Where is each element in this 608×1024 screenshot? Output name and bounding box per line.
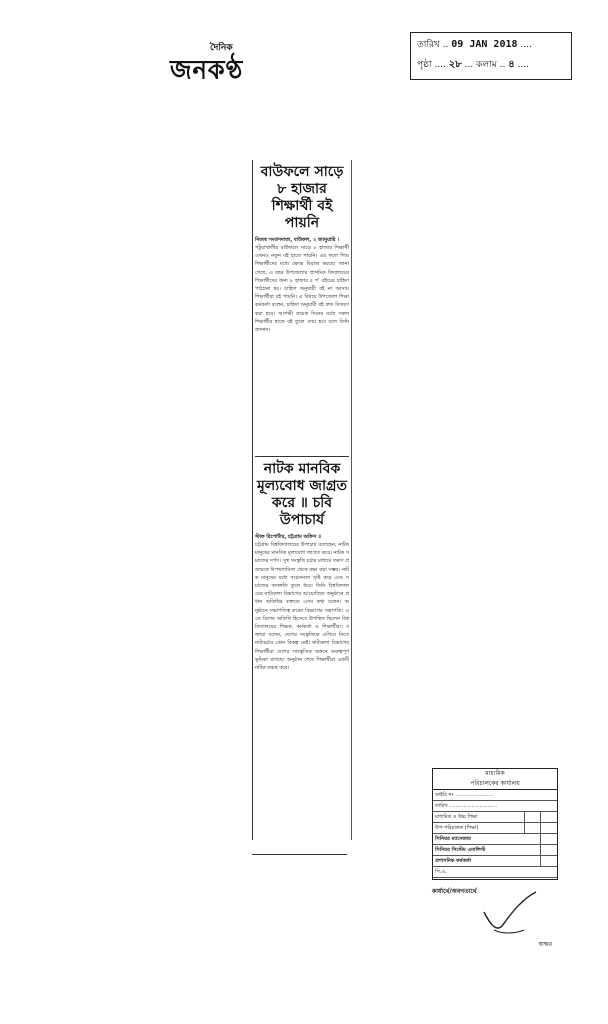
date-label: তারিখ bbox=[417, 40, 440, 50]
archive-stamp-title bbox=[433, 769, 557, 790]
column-label: কলাম bbox=[476, 60, 497, 70]
article-1-body: পটুয়াখালীর বাউফলে সাড়ে ৮ হাজার শিক্ষার্থী এখনও নতুন বই হাতে পায়নি। এর ফলে শিশু শিক্ষার্থীদের মধ্যে ক্ষোভ বিরাজ করছে। জানা গেছে, এ বছর উপজেলার প্রাথমিক বিদ্যালয়ের শিক্ষার্থীদের জন্য ৮ হাজার ৫ শ’ বইয়ের চাহিদা পাঠানো হয়। চাহিদা অনুযায়ী বই না আসায় শিক্ষার্থীরা বই পায়নি। এ বিষয়ে উপজেলা শিক্ষা কর্মকর্তা বলেন, চাহিদা অনুযায়ী বই দ্রুত বিতরণ করা হবে। আগামী কয়েক দিনের মধ্যে সকল শিক্ষার্থীর হাতে বই তুলে দেয়া হবে বলে তিনি জানান। bbox=[255, 245, 349, 334]
stamp-cell bbox=[540, 856, 557, 866]
clipping-bottom-rule bbox=[252, 854, 347, 855]
masthead-subtitle: দৈনিক bbox=[210, 43, 233, 53]
stamp-line bbox=[433, 823, 557, 834]
stamp-cell bbox=[540, 845, 557, 855]
date-value: 09 JAN 2018 bbox=[451, 39, 518, 50]
stamp-line bbox=[433, 834, 557, 845]
stamp-cell bbox=[540, 812, 557, 822]
stamp-line-text: সিনিয়র সিস্টেম এনালিস্ট bbox=[435, 847, 486, 853]
newspaper-clipping bbox=[252, 160, 352, 840]
date-row: তারিখ .. 09 JAN 2018 .... bbox=[417, 39, 532, 50]
stamp-line-text: সিনিয়র ম্যানেজার bbox=[435, 836, 471, 842]
signature-mark-icon bbox=[480, 890, 540, 940]
column-value: ৪ bbox=[508, 59, 515, 70]
article-2-body: চট্টগ্রাম বিশ্ববিদ্যালয়ের উপাচার্য বলেছেন, নাটক মানুষের মানবিক মূল্যবোধ জাগ্রত করে। নাটক সমাজের দর্পণ। সুস্থ সংস্কৃতি চর্চার মাধ্যমে তরুণ প্রজন্মকে বিপথগামিতা থেকে রক্ষা করা সম্ভব। নাটক মানুষের মধ্যে সচেতনতা সৃষ্টি করে এবং সমাজের অসঙ্গতি তুলে ধরে। তিনি বিশ্ববিদ্যালয়ের নাট্যকলা বিভাগের আয়োজিত অনুষ্ঠানে প্রধান অতিথির বক্তব্যে এসব কথা বলেন। অনুষ্ঠানে সভাপতিত্ব করেন বিভাগের সভাপতি। এতে বিশেষ অতিথি হিসেবে উপস্থিত ছিলেন বিশ্ববিদ্যালয়ের শিক্ষক, কর্মকর্তা ও শিক্ষার্থীরা। বক্তারা বলেন, দেশের সংস্কৃতিকে এগিয়ে নিতে নাট্যচর্চার কোন বিকল্প নেই। নাট্যকলা বিভাগের শিক্ষার্থীরা দেশের সাংস্কৃতিক অঙ্গনে গুরুত্বপূর্ণ ভূমিকা রাখছে। অনুষ্ঠান শেষে শিক্ষার্থীরা একটি নাটক মঞ্চস্থ করে। bbox=[255, 542, 349, 672]
article-2-headline: নাটক মানবিক মূল্যবোধ জাগ্রত করে ॥ চবি উপাচার্য bbox=[256, 461, 348, 528]
masthead-name: জনকণ্ঠ bbox=[170, 54, 244, 86]
stamp-line-text: উপ-পরিচালক (শিক্ষা) bbox=[435, 825, 479, 831]
newspaper-masthead bbox=[170, 40, 280, 90]
stamp-title-line-2: পরিচালকের কার্যালয় bbox=[470, 780, 520, 787]
stamp-line bbox=[433, 856, 557, 867]
stamp-line: ডাইরি নং ........................ bbox=[433, 790, 557, 801]
page-label: পৃষ্ঠা bbox=[417, 60, 432, 70]
article-2-byline: স্টাফ রিপোর্টার, চট্টগ্রাম অফিস ॥ bbox=[255, 534, 321, 540]
stamp-line bbox=[433, 845, 557, 856]
article-divider bbox=[255, 456, 349, 457]
stamp-line-text: প্রশাসনিক কর্মকর্তা bbox=[435, 858, 472, 864]
page-row: পৃষ্ঠা .... ২৮ ... কলাম .. ৪ .... bbox=[417, 59, 530, 70]
stamp-cell bbox=[524, 823, 541, 833]
stamp-cell bbox=[540, 823, 557, 833]
article-1-byline: নিজস্ব সংবাদদাতা, বাউফল, ২ জানুয়ারি । bbox=[255, 237, 340, 243]
article-1-headline: বাউফলে সাড়ে ৮ হাজার শিক্ষার্থী বই পায়নি bbox=[260, 164, 344, 231]
stamp-line: তারিখ .............................. bbox=[433, 801, 557, 812]
stamp-title-line-1: মাধ্যমিক bbox=[485, 770, 505, 777]
stamp-footer-label: কার্যার্থে/অবগতার্থে bbox=[432, 888, 477, 895]
stamp-sign-label: স্বাক্ষর bbox=[538, 941, 552, 948]
page-value: ২৮ bbox=[448, 59, 462, 70]
stamp-line bbox=[433, 812, 557, 823]
stamp-cell bbox=[540, 834, 557, 844]
archive-stamp bbox=[432, 768, 558, 880]
stamp-cell bbox=[524, 812, 541, 822]
stamp-line: পি.এ. bbox=[433, 867, 557, 878]
stamp-line-text: মাধ্যমিক ও উচ্চ শিক্ষা bbox=[435, 814, 478, 820]
date-stamp bbox=[410, 32, 572, 80]
